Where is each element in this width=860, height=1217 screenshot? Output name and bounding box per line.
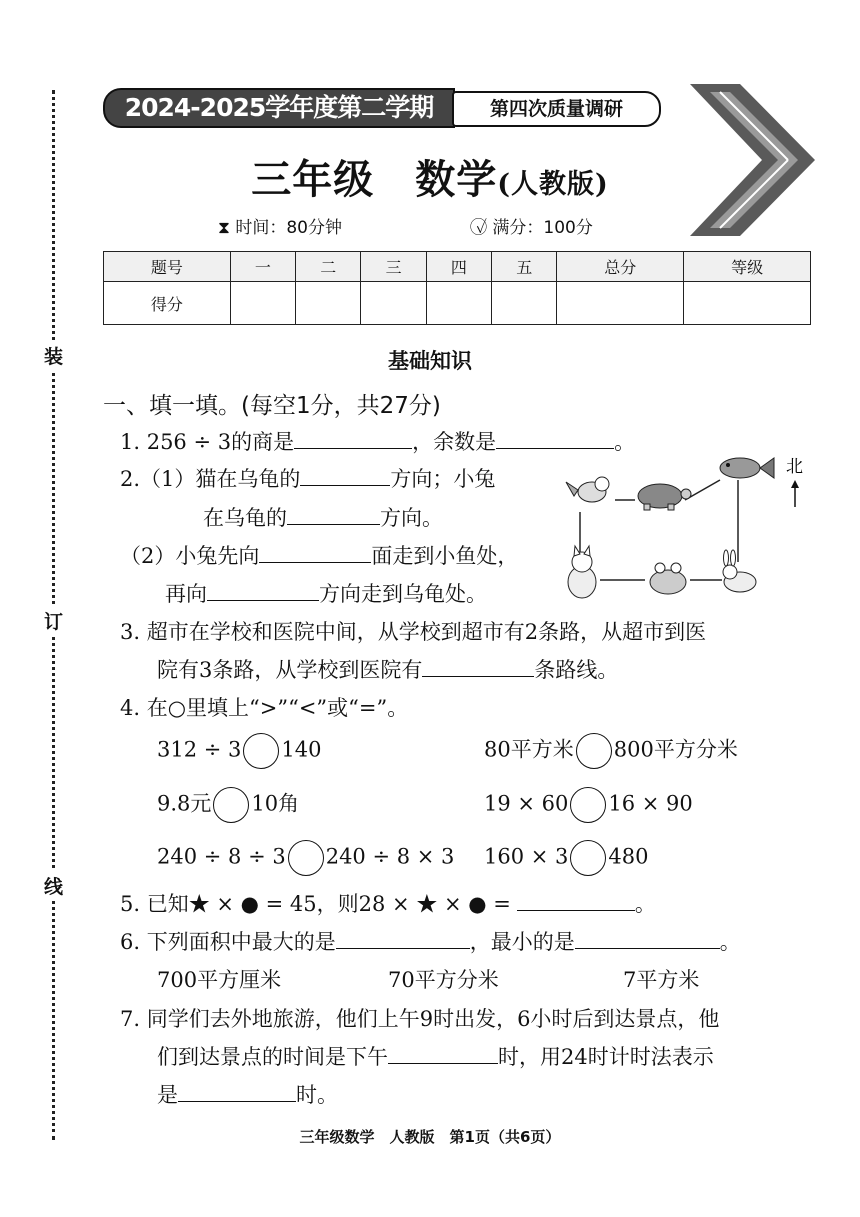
answer-blank[interactable] bbox=[575, 927, 720, 949]
hourglass-icon: ⧗ bbox=[218, 218, 230, 238]
turtle-icon bbox=[638, 484, 691, 510]
question-2-line4 bbox=[165, 578, 487, 608]
q6-text: 。 bbox=[719, 930, 741, 954]
binding-char-ding: 订 bbox=[44, 605, 63, 636]
compare-circle[interactable] bbox=[288, 840, 324, 876]
q6-option: 700平方厘米 bbox=[157, 968, 282, 992]
answer-blank[interactable] bbox=[207, 579, 319, 601]
compare-circle[interactable] bbox=[576, 733, 612, 769]
compare-item bbox=[484, 733, 738, 769]
answer-blank[interactable] bbox=[388, 1042, 498, 1064]
compare-left: 312 ÷ 3 bbox=[157, 737, 242, 762]
compare-right: 10角 bbox=[251, 791, 300, 816]
compare-item bbox=[157, 840, 454, 876]
compare-left: 80平方米 bbox=[484, 737, 574, 762]
q3-text: 院有3条路，从学校到医院有 bbox=[157, 658, 423, 682]
title-text: 三年级 数学 bbox=[251, 156, 498, 203]
score-cell[interactable] bbox=[361, 282, 426, 325]
page-title bbox=[0, 148, 860, 205]
answer-blank[interactable] bbox=[259, 541, 371, 563]
score-info bbox=[476, 213, 593, 238]
compare-left: 240 ÷ 8 ÷ 3 bbox=[157, 844, 286, 869]
page-footer: 三年级数学 人教版 第1页（共6页） bbox=[299, 1128, 561, 1146]
compare-right: 16 × 90 bbox=[608, 791, 693, 816]
cat-icon bbox=[568, 546, 596, 598]
q5-text: 。 bbox=[634, 892, 656, 916]
answer-blank[interactable] bbox=[422, 655, 534, 677]
score-table bbox=[103, 251, 811, 325]
q1-text-b: ，余数是 bbox=[412, 430, 497, 454]
score-row-label: 得分 bbox=[104, 282, 231, 325]
score-cell[interactable] bbox=[426, 282, 491, 325]
compare-item bbox=[484, 787, 693, 823]
q6-text: ，最小的是 bbox=[469, 930, 575, 954]
bird-icon bbox=[566, 477, 609, 502]
q2-text: 再向 bbox=[165, 582, 207, 606]
section-heading: 基础知识 bbox=[388, 349, 472, 373]
question-2-line1 bbox=[120, 463, 495, 493]
score-table-header: 四 bbox=[426, 252, 491, 282]
q1-text-c: 。 bbox=[614, 430, 636, 454]
compare-right: 240 ÷ 8 × 3 bbox=[325, 844, 455, 869]
score-cell[interactable] bbox=[684, 282, 811, 325]
q6-option: 70平方分米 bbox=[388, 968, 499, 992]
q7-text: 们到达景点的时间是下午 bbox=[157, 1045, 388, 1069]
question-3-line2 bbox=[157, 654, 618, 684]
animal-position-diagram bbox=[560, 452, 810, 612]
question-2-line3 bbox=[120, 540, 518, 570]
compare-item bbox=[157, 787, 299, 823]
q6-text: 6. 下列面积中最大的是 bbox=[120, 930, 336, 954]
q2-text: 在乌龟的 bbox=[203, 506, 287, 530]
answer-blank[interactable] bbox=[300, 464, 390, 486]
question-2-line2 bbox=[203, 502, 443, 532]
score-table-header: 一 bbox=[230, 252, 295, 282]
binding-char-zhuang: 装 bbox=[44, 340, 63, 371]
q5-text: 5. 已知★ × ● = 45，则28 × ★ × ● = bbox=[120, 892, 511, 916]
score-cell[interactable] bbox=[557, 282, 684, 325]
answer-blank[interactable] bbox=[294, 427, 412, 449]
question-5 bbox=[120, 888, 656, 918]
q2-text: 面走到小鱼处， bbox=[371, 544, 519, 568]
q2-text: 方向；小兔 bbox=[390, 467, 496, 491]
time-text: 时间：80分钟 bbox=[235, 218, 342, 238]
question-7-line2 bbox=[157, 1041, 714, 1071]
answer-blank[interactable] bbox=[287, 503, 380, 525]
q7-text: 时。 bbox=[296, 1083, 338, 1107]
fish-icon bbox=[720, 458, 774, 478]
question-6 bbox=[120, 926, 741, 956]
check-circle-icon: ✓⃝ bbox=[476, 218, 487, 238]
q7-text: 时，用24时计时法表示 bbox=[498, 1045, 714, 1069]
binding-char-xian: 线 bbox=[44, 870, 63, 901]
q6-option: 7平方米 bbox=[623, 968, 700, 992]
frog-icon bbox=[650, 563, 686, 594]
q1-text-a: 1. 256 ÷ 3的商是 bbox=[120, 430, 295, 454]
q2-text: 2.（1）猫在乌龟的 bbox=[120, 467, 301, 491]
compare-left: 160 × 3 bbox=[484, 844, 569, 869]
score-table-header: 等级 bbox=[684, 252, 811, 282]
question-4-title: 4. 在○里填上“>”“<”或“=”。 bbox=[120, 696, 409, 720]
compare-circle[interactable] bbox=[243, 733, 279, 769]
answer-blank[interactable] bbox=[336, 927, 470, 949]
score-table-header-row bbox=[104, 252, 811, 282]
part1-title: 一、填一填。(每空1分，共27分) bbox=[103, 393, 441, 419]
answer-blank[interactable] bbox=[496, 427, 614, 449]
question-7-line1: 7. 同学们去外地旅游，他们上午9时出发，6小时后到达景点，他 bbox=[120, 1007, 720, 1031]
score-table-header: 二 bbox=[296, 252, 361, 282]
time-info bbox=[218, 213, 342, 238]
full-score-text: 满分：100分 bbox=[492, 218, 593, 238]
compare-left: 19 × 60 bbox=[484, 791, 569, 816]
north-arrow-icon bbox=[791, 480, 799, 507]
score-table-score-row bbox=[104, 282, 811, 325]
q3-text: 条路线。 bbox=[534, 658, 619, 682]
compare-right: 480 bbox=[608, 844, 649, 869]
question-1 bbox=[120, 426, 635, 456]
question-7-line3 bbox=[157, 1079, 338, 1109]
compare-circle[interactable] bbox=[570, 787, 606, 823]
compare-right: 800平方分米 bbox=[613, 737, 738, 762]
q2-text: 方向。 bbox=[380, 506, 443, 530]
score-table-header: 三 bbox=[361, 252, 426, 282]
compare-item bbox=[484, 840, 648, 876]
exam-banner: 第四次质量调研 bbox=[452, 91, 661, 127]
q7-text: 是 bbox=[157, 1083, 178, 1107]
rabbit-icon bbox=[723, 550, 756, 592]
compare-right: 140 bbox=[281, 737, 322, 762]
edition-text: (人教版) bbox=[497, 169, 609, 200]
score-cell[interactable] bbox=[296, 282, 361, 325]
compare-item bbox=[157, 733, 321, 769]
question-3-line1: 3. 超市在学校和医院中间，从学校到超市有2条路，从超市到医 bbox=[120, 620, 707, 644]
compare-left: 9.8元 bbox=[157, 791, 212, 816]
q2-text: （2）小兔先向 bbox=[120, 544, 260, 568]
north-label: 北 bbox=[786, 457, 803, 477]
q2-text: 方向走到乌龟处。 bbox=[319, 582, 487, 606]
answer-blank[interactable] bbox=[517, 889, 635, 911]
answer-blank[interactable] bbox=[178, 1080, 296, 1102]
score-cell[interactable] bbox=[230, 282, 295, 325]
score-table-header: 五 bbox=[492, 252, 557, 282]
term-banner: 2024-2025学年度第二学期 bbox=[103, 88, 455, 128]
score-table-header: 题号 bbox=[104, 252, 231, 282]
score-table-header: 总分 bbox=[557, 252, 684, 282]
score-cell[interactable] bbox=[492, 282, 557, 325]
compare-circle[interactable] bbox=[570, 840, 606, 876]
compare-circle[interactable] bbox=[213, 787, 249, 823]
